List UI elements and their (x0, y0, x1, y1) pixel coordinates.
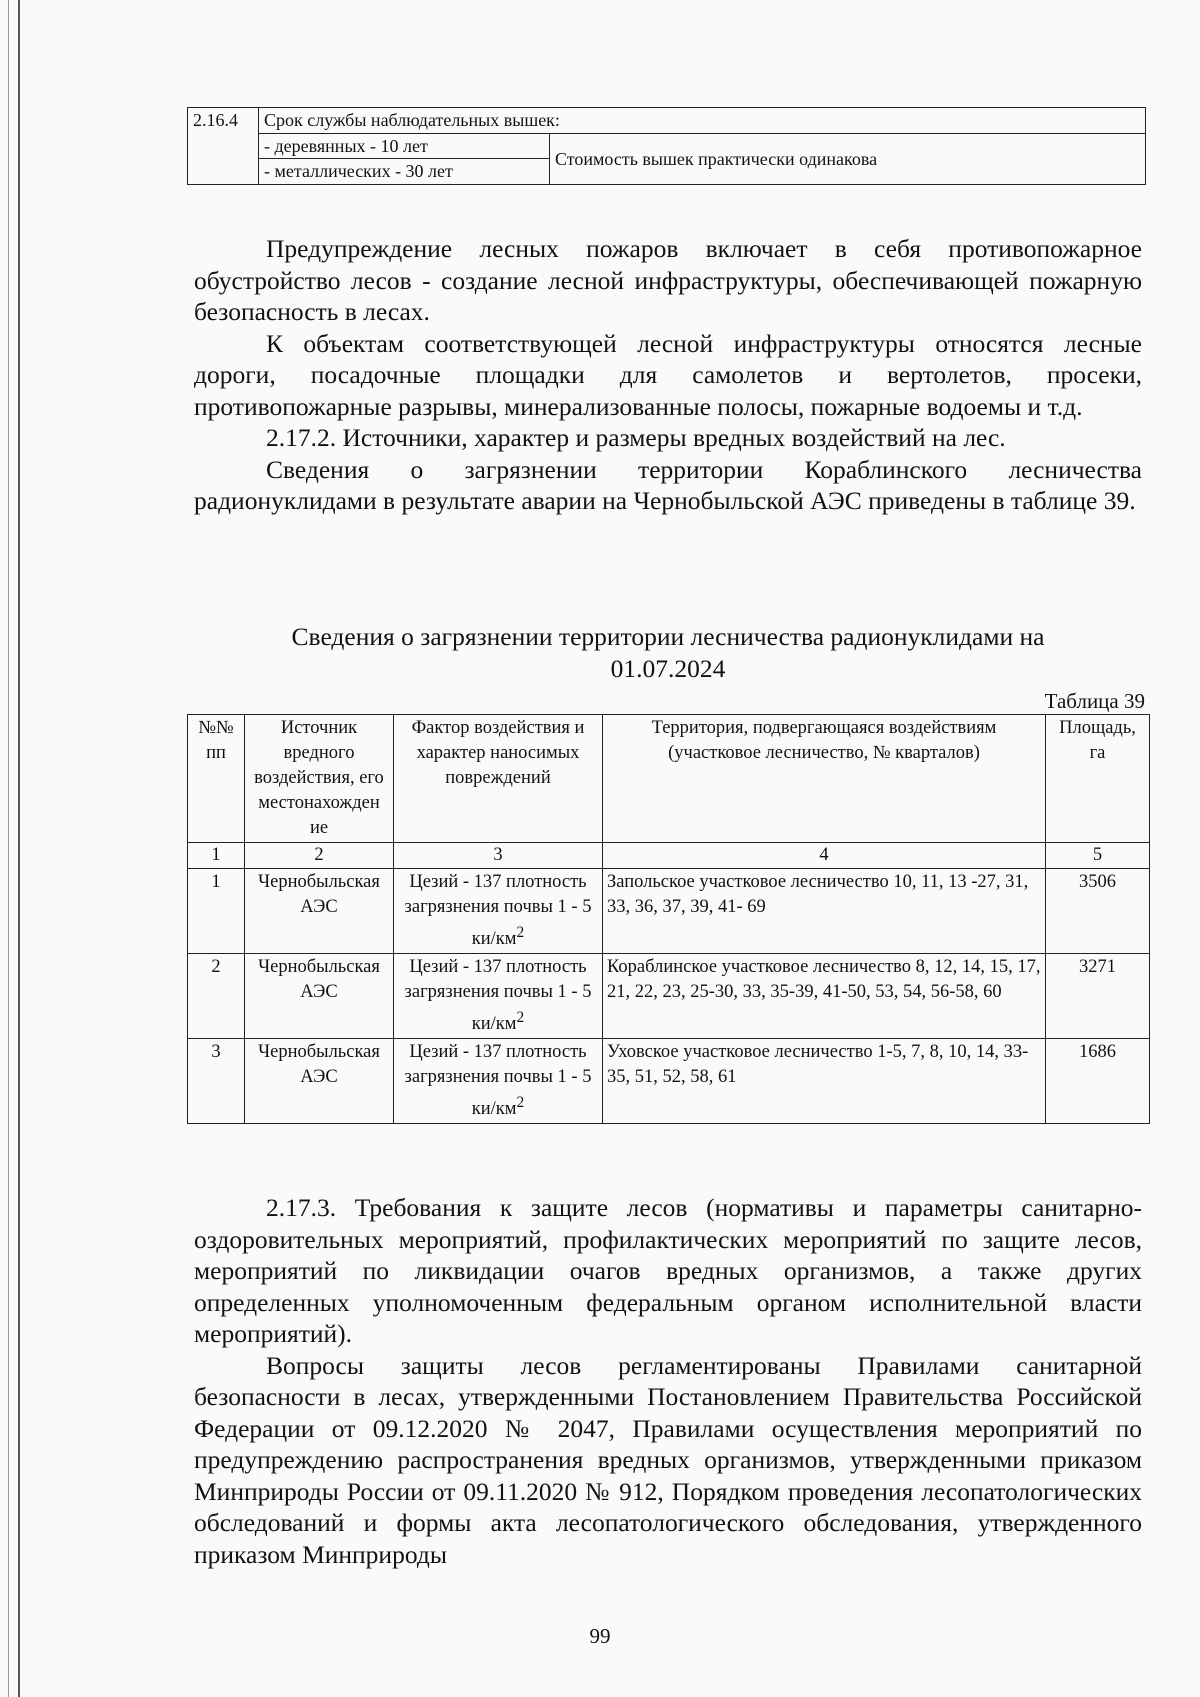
wood-term: - деревянных - 10 лет (259, 133, 550, 159)
caption-line: Сведения о загрязнении территории лесничества радионуклидами на (291, 622, 1045, 651)
source-cell: Чернобыльская АЭС (245, 1039, 394, 1124)
section-heading: 2.17.3. Требования к защите лесов (нормативы и параметры санитарно-оздоровительных мероприятий, профилактических мероприятий по защите лесов, мероприятий по ликвидации очагов вредных организмов, а также других определенных уполномоченным федеральным органом исполнительной власти мероприятий). (194, 1193, 1142, 1348)
superscript: 2 (516, 924, 525, 941)
header-cell: Территория, подвергающаяся воздействиям (участковое лесничество, № кварталов) (603, 715, 1046, 843)
row-number-cell: 2 (188, 954, 245, 1039)
cost-note: Стоимость вышек практически одинакова (550, 133, 1146, 184)
metal-term: - металлических - 30 лет (259, 159, 550, 185)
area-cell: 3506 (1046, 869, 1150, 954)
area-cell: 1686 (1046, 1039, 1150, 1124)
row-number: 2.16.4 (188, 108, 259, 185)
table-row (188, 1039, 1150, 1124)
body-block-2 (194, 1192, 1142, 1570)
row-title: Срок службы наблюдательных вышек: (259, 108, 1146, 134)
table-row (188, 869, 1150, 954)
superscript: 2 (516, 1094, 525, 1112)
header-cell: Площадь, га (1046, 715, 1150, 843)
factor-text: Цезий - 137 плотность загрязнения почвы 1 - 5 ки/км (404, 1042, 592, 1120)
factor-cell (394, 954, 603, 1039)
index-cell: 2 (245, 843, 394, 869)
header-cell: №№ пп (188, 715, 245, 843)
territory-cell: Запольское участковое лесничество 10, 11, 13 -27, 31, 33, 36, 37, 39, 41- 69 (603, 869, 1046, 954)
factor-cell (394, 1039, 603, 1124)
row-number-cell: 3 (188, 1039, 245, 1124)
source-cell: Чернобыльская АЭС (245, 954, 394, 1039)
paragraph: Сведения о загрязнении территории Кораблинского лесничества радионуклидами в результате аварии на Чернобыльской АЭС приведены в таблице 39. (194, 454, 1142, 515)
source-cell: Чернобыльская АЭС (245, 869, 394, 954)
factor-text: Цезий - 137 плотность загрязнения почвы 1 - 5 ки/км (404, 957, 592, 1035)
territory-cell: Уховское участковое лесничество 1-5, 7, 8, 10, 14, 33-35, 51, 52, 58, 61 (603, 1039, 1046, 1124)
header-cell: Источник вредного воздействия, его местонахожден ие (245, 715, 394, 843)
page-number: 99 (589, 1624, 611, 1648)
factor-cell (394, 869, 603, 954)
index-cell: 3 (394, 843, 603, 869)
scan-edge (18, 0, 20, 1697)
index-cell: 1 (188, 843, 245, 869)
section-heading: 2.17.2. Источники, характер и размеры вредных воздействий на лес. (266, 423, 1006, 452)
paragraph: Предупреждение лесных пожаров включает в себя противопожарное обустройство лесов - создание лесной инфраструктуры, обеспечивающей пожарную безопасность в лесах. (194, 234, 1142, 326)
scan-edge (8, 0, 9, 1697)
contamination-table (187, 714, 1150, 1124)
table-label: Таблица 39 (1044, 689, 1145, 713)
header-cell: Фактор воздействия и характер наносимых повреждений (394, 715, 603, 843)
table-index-row (188, 843, 1150, 869)
body-block-1 (194, 233, 1142, 517)
paragraph: К объектам соответствующей лесной инфраструктуры относятся лесные дороги, посадочные площадки для самолетов и вертолетов, просеки, противопожарные разрывы, минерализованные полосы, пожарные водоемы и т.д. (194, 328, 1142, 421)
table-row (188, 954, 1150, 1039)
table-header-row (188, 715, 1150, 843)
row-number-cell: 1 (188, 869, 245, 954)
index-cell: 5 (1046, 843, 1150, 869)
area-cell: 3271 (1046, 954, 1150, 1039)
table-caption (194, 621, 1142, 684)
index-cell: 4 (603, 843, 1046, 869)
territory-cell: Кораблинское участковое лесничество 8, 12, 14, 15, 17, 21, 22, 23, 25-30, 33, 35-39, 41-50, 53, 54, 56-58, 60 (603, 954, 1046, 1039)
paragraph: Вопросы защиты лесов регламентированы Правилами санитарной безопасности в лесах, утвержденными Постановлением Правительства Российской Федерации от 09.12.2020 № 2047, Правилами осуществления мероприятий по предупреждению распространения вредных организмов, утвержденными приказом Минприроды России от 09.11.2020 № 912, Порядком проведения лесопатологических обследований и формы акта лесопатологического обследования, утвержденного приказом Минприроды (194, 1350, 1142, 1569)
factor-text: Цезий - 137 плотность загрязнения почвы 1 - 5 ки/км (404, 872, 592, 950)
watchtower-table (187, 107, 1146, 185)
superscript: 2 (516, 1009, 525, 1027)
caption-date: 01.07.2024 (610, 653, 726, 683)
